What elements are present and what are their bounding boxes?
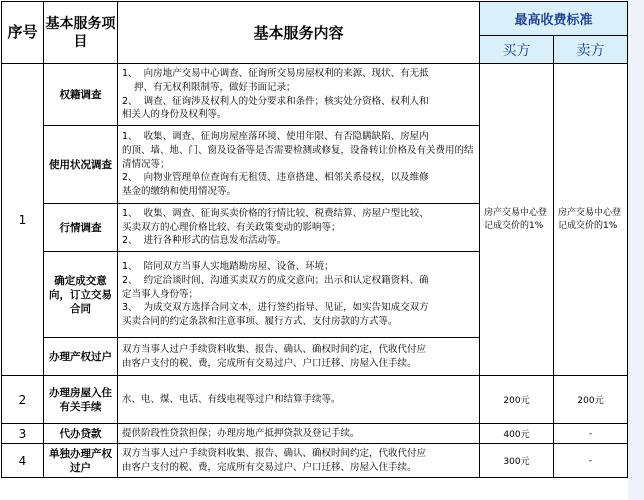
fee-buyer: 200元 [480, 376, 554, 424]
content-line: 1、 收集、调查、征询买卖价格的行情比较、税费结算、房屋户型比较、 [122, 207, 429, 219]
window-edge [628, 0, 644, 500]
item-content [118, 444, 480, 478]
table-row [2, 64, 628, 126]
header-content: 基本服务内容 [118, 2, 480, 64]
header-buyer: 买方 [480, 36, 554, 64]
table-row [2, 376, 628, 424]
content-line: 双方当事人过户手续资料收集、报告、确认、确权时间约定，代收代付应 [122, 447, 427, 459]
content-line: 由客户支付的税、费，完成所有交易过户、户口迁移、房屋入住手续。 [122, 357, 417, 369]
content-line: 2、 调查、征询涉及权利人的处分要求和条件；核实处分资格、权利人和 [122, 95, 429, 107]
header-max-fee: 最高收费标准 [480, 2, 628, 36]
item-content [118, 252, 480, 338]
content-line: 2、 向物业管理单位查询有无租赁、违章搭建、相邻关系侵权，以及维修 [122, 172, 429, 184]
content-line: 1、 向房地产交易中心调查、征询所交易房屋权利的来源、现状、有无抵 [122, 67, 429, 79]
item-name: 确定成交意向，订立交易合同 [44, 252, 118, 338]
item-name: 行情调查 [44, 204, 118, 252]
header-seller: 卖方 [554, 36, 628, 64]
content-line: 买卖双方的心理价格比较、有关政策变动的影响等； [122, 221, 341, 233]
item-content [118, 204, 480, 252]
fee-buyer: 300元 [480, 444, 554, 478]
content-line: 基金的缴纳和使用情况等。 [122, 186, 237, 198]
item-name: 使用状况调查 [44, 126, 118, 204]
item-name: 办理产权过户 [44, 338, 118, 376]
fee-seller: - [554, 424, 628, 444]
fee-seller: - [554, 444, 628, 478]
row-seq: 4 [2, 444, 44, 478]
content-line: 双方当事人过户手续资料收集、报告、确认、确权时间约定，代收代付应 [122, 343, 427, 355]
fee-buyer: 房产交易中心登记成交价的1% [480, 64, 554, 376]
table-row [2, 444, 628, 478]
fee-seller: 200元 [554, 376, 628, 424]
item-name: 单独办理产权过户 [44, 444, 118, 478]
item-name: 权籍调查 [44, 64, 118, 126]
header-item: 基本服务项目 [44, 2, 118, 64]
content-line: 的顶、墙、地、门、窗及设备等是否需要检测或修复，设备转让价格及有关费用的结清情况等； [122, 144, 474, 170]
service-fee-table [1, 1, 628, 478]
content-line: 3、 为成交双方选择合同文本，进行签约指导、见证，如实告知成交双方 [122, 302, 429, 314]
item-content: 水、电、煤、电话、有线电视等过户和结算手续等。 [118, 376, 480, 424]
item-content [118, 126, 480, 204]
content-line: 1、 陪同双方当事人实地踏勘房屋、设备、环境； [122, 261, 334, 272]
item-content: 提供阶段性贷款担保；办理房地产抵押贷款及登记手续。 [118, 424, 480, 444]
content-line: 2、 进行各种形式的信息发布活动等。 [122, 235, 287, 247]
content-line: 2、 约定洽谈时间、沟通买卖双方的成交意向；出示和认定权籍资料、确 [122, 274, 429, 286]
row-seq: 3 [2, 424, 44, 444]
row-seq: 2 [2, 376, 44, 424]
header-seq: 序号 [2, 2, 44, 64]
item-name: 代办贷款 [44, 424, 118, 444]
item-name: 办理房屋入住有关手续 [44, 376, 118, 424]
row-seq: 1 [2, 64, 44, 376]
table-row [2, 424, 628, 444]
fee-buyer: 400元 [480, 424, 554, 444]
content-line: 相关人的身份及权利等。 [122, 109, 227, 121]
item-content [118, 64, 480, 126]
fee-seller: 房产交易中心登记成交价的1% [554, 64, 628, 376]
content-line: 押、有无权利限制等，做好书面记录； [134, 81, 296, 93]
content-line: 买卖合同的约定条款和注意事项、履行方式、支付房款的方式等。 [122, 316, 398, 328]
content-line: 由客户支付的税、费，完成所有交易过户、户口迁移、房屋入住手续。 [122, 461, 417, 473]
content-line: 1、 收集、调查、征询房屋座落环境、使用年限、有否隐瞒缺陷、房屋内 [122, 131, 429, 142]
content-line: 定当事人身份等； [122, 288, 199, 300]
item-content [118, 338, 480, 376]
